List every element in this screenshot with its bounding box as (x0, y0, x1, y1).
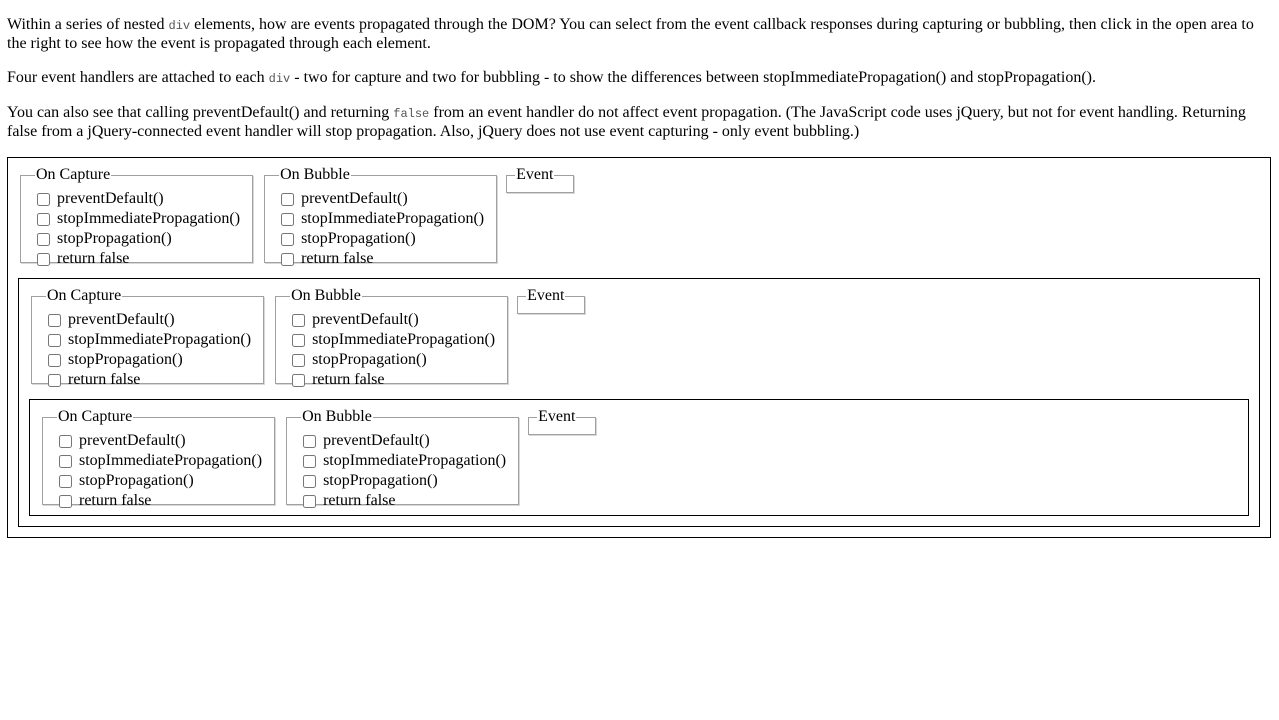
stop-propagation-checkbox[interactable] (48, 354, 61, 367)
capture-fieldset (42, 408, 275, 509)
option-stop-immediate-propagation[interactable]: stopImmediatePropagation() (57, 451, 262, 471)
event-fieldset (506, 167, 574, 193)
stop-propagation-checkbox[interactable] (303, 475, 316, 488)
stop-propagation-checkbox[interactable] (292, 354, 305, 367)
option-return-false[interactable]: return false (46, 370, 251, 390)
event-legend: Event (538, 408, 576, 425)
stop-propagation-checkbox[interactable] (281, 233, 294, 246)
return-false-checkbox[interactable] (59, 495, 72, 508)
inline-code: div (268, 72, 291, 86)
intro-paragraph-3 (7, 104, 1271, 141)
option-return-false[interactable]: return false (290, 370, 495, 390)
event-fieldset (517, 288, 585, 314)
return-false-checkbox[interactable] (48, 374, 61, 387)
option-stop-immediate-propagation[interactable]: stopImmediatePropagation() (290, 330, 495, 350)
option-prevent-default[interactable]: preventDefault() (301, 431, 506, 451)
capture-legend: On Capture (47, 287, 122, 304)
return-false-checkbox[interactable] (37, 253, 50, 266)
option-stop-propagation[interactable]: stopPropagation() (290, 350, 495, 370)
nested-div-middle[interactable] (18, 278, 1260, 527)
intro-text: from an event handler do not affect event propagation. (The JavaScript code uses jQuery, but not for event handling. Returning false from a jQuery-connected event handler will stop propagation. Also, jQuery does not use event capturing - only event bubbling.) (7, 104, 1246, 140)
intro-text: Four event handlers are attached to each (7, 69, 269, 86)
stop-immediate-propagation-checkbox[interactable] (281, 213, 294, 226)
option-prevent-default[interactable]: preventDefault() (290, 310, 495, 330)
option-return-false[interactable]: return false (35, 249, 240, 269)
option-prevent-default[interactable]: preventDefault() (279, 189, 484, 209)
intro-paragraph-1 (7, 16, 1271, 53)
stop-immediate-propagation-checkbox[interactable] (303, 455, 316, 468)
controls-row (18, 158, 1260, 267)
option-stop-propagation[interactable]: stopPropagation() (46, 350, 251, 370)
return-false-checkbox[interactable] (303, 495, 316, 508)
bubble-fieldset (275, 287, 508, 388)
option-prevent-default[interactable]: preventDefault() (46, 310, 251, 330)
option-stop-immediate-propagation[interactable]: stopImmediatePropagation() (46, 330, 251, 350)
stop-propagation-checkbox[interactable] (37, 233, 50, 246)
inline-code: div (168, 19, 191, 33)
option-stop-propagation[interactable]: stopPropagation() (35, 229, 240, 249)
return-false-checkbox[interactable] (292, 374, 305, 387)
stop-immediate-propagation-checkbox[interactable] (292, 334, 305, 347)
option-return-false[interactable]: return false (57, 491, 262, 511)
controls-row (40, 400, 1238, 509)
option-prevent-default[interactable]: preventDefault() (57, 431, 262, 451)
option-stop-immediate-propagation[interactable]: stopImmediatePropagation() (279, 209, 484, 229)
intro-text: elements, how are events propagated through the DOM? You can select from the event callback responses during capturing or bubbling, then click in the open area to the right to see how the event is propagated through each element. (7, 16, 1254, 52)
capture-fieldset (20, 166, 253, 267)
controls-row (29, 279, 1249, 388)
return-false-checkbox[interactable] (281, 253, 294, 266)
capture-legend: On Capture (36, 166, 111, 183)
stop-immediate-propagation-checkbox[interactable] (59, 455, 72, 468)
option-stop-propagation[interactable]: stopPropagation() (279, 229, 484, 249)
event-legend: Event (527, 287, 565, 304)
prevent-default-checkbox[interactable] (59, 435, 72, 448)
option-return-false[interactable]: return false (279, 249, 484, 269)
bubble-legend: On Bubble (302, 408, 372, 425)
event-legend: Event (516, 166, 554, 183)
nested-div-inner[interactable] (29, 399, 1249, 516)
nested-div-outer[interactable] (7, 157, 1271, 538)
bubble-fieldset (286, 408, 519, 509)
intro-text: Within a series of nested (7, 16, 169, 33)
bubble-legend: On Bubble (291, 287, 361, 304)
intro-text: You can also see that calling preventDefault() and returning (7, 104, 394, 121)
option-return-false[interactable]: return false (301, 491, 506, 511)
intro-text: - two for capture and two for bubbling - to show the differences between stopImmediatePropagation() and stopPropagation(). (290, 69, 1096, 86)
capture-fieldset (31, 287, 264, 388)
bubble-legend: On Bubble (280, 166, 350, 183)
option-stop-propagation[interactable]: stopPropagation() (57, 471, 262, 491)
prevent-default-checkbox[interactable] (281, 193, 294, 206)
option-stop-immediate-propagation[interactable]: stopImmediatePropagation() (301, 451, 506, 471)
prevent-default-checkbox[interactable] (292, 314, 305, 327)
prevent-default-checkbox[interactable] (37, 193, 50, 206)
intro-paragraph-2 (7, 69, 1271, 88)
stop-immediate-propagation-checkbox[interactable] (37, 213, 50, 226)
inline-code: false (393, 107, 430, 121)
bubble-fieldset (264, 166, 497, 267)
event-fieldset (528, 409, 596, 435)
stop-propagation-checkbox[interactable] (59, 475, 72, 488)
option-stop-propagation[interactable]: stopPropagation() (301, 471, 506, 491)
prevent-default-checkbox[interactable] (48, 314, 61, 327)
option-stop-immediate-propagation[interactable]: stopImmediatePropagation() (35, 209, 240, 229)
option-prevent-default[interactable]: preventDefault() (35, 189, 240, 209)
stop-immediate-propagation-checkbox[interactable] (48, 334, 61, 347)
prevent-default-checkbox[interactable] (303, 435, 316, 448)
capture-legend: On Capture (58, 408, 133, 425)
